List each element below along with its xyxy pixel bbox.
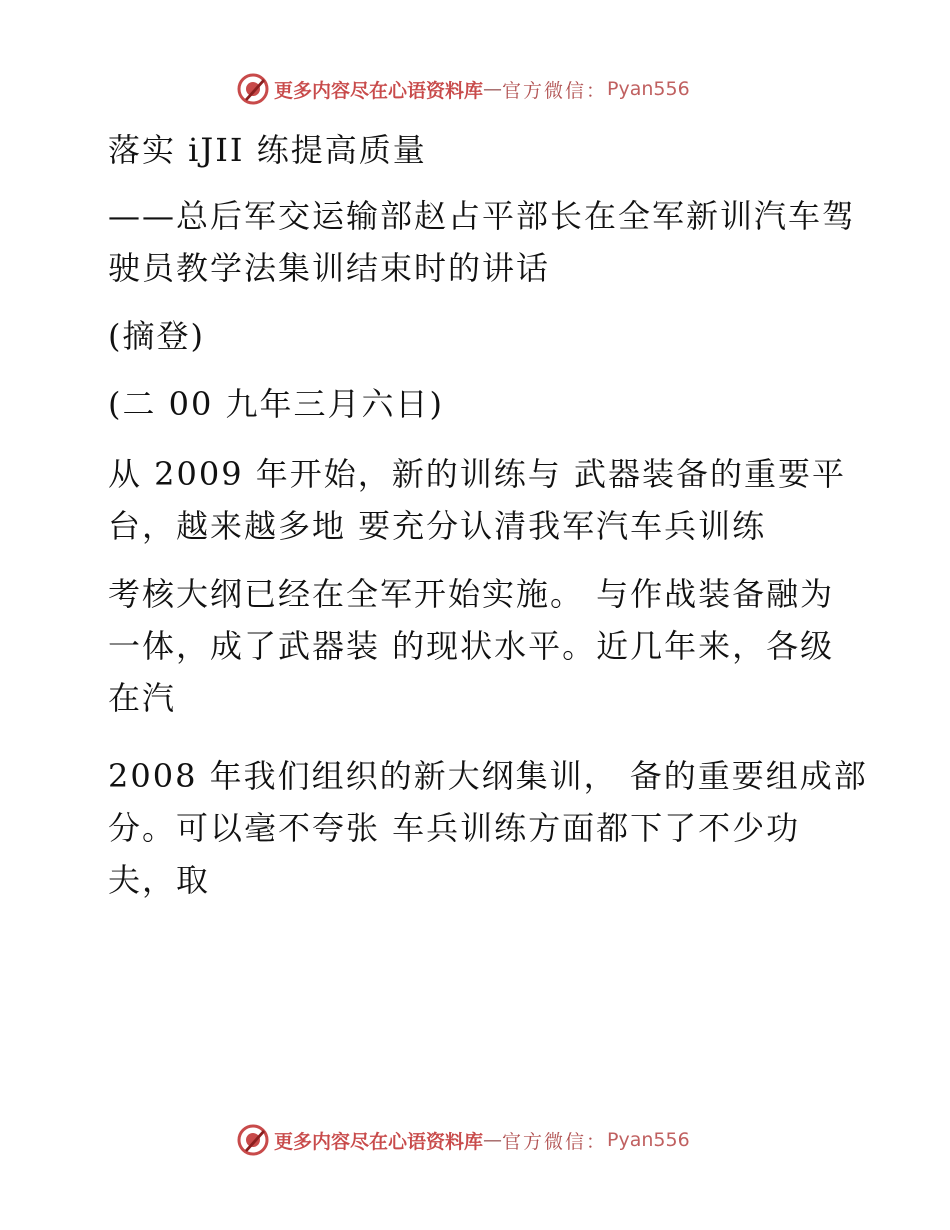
document-body xyxy=(98,120,868,906)
watermark-dash: — xyxy=(483,78,503,100)
document-subtitle: ——总后军交运输部赵占平部长在全军新训汽车驾驶员教学法集训结束时的讲话 xyxy=(108,197,857,287)
document-date: (二 00 九年三月六日) xyxy=(108,385,445,423)
watermark-main-text: 更多内容尽在心语资料库 xyxy=(274,79,484,102)
quill-seal-icon xyxy=(236,1123,270,1157)
watermark-wechat-id: Pyan556 xyxy=(607,78,690,100)
watermark-wechat-label: 官方微信： xyxy=(502,1130,608,1153)
document-note: (摘登) xyxy=(108,317,205,355)
watermark-main-text: 更多内容尽在心语资料库 xyxy=(274,1130,484,1153)
document-title: 落实 iJII 练提高质量 xyxy=(108,131,427,169)
watermark-dash: — xyxy=(483,1129,503,1151)
watermark-header xyxy=(236,72,690,106)
body-paragraph-2: 考核大纲已经在全军开始实施。 与作战装备融为一体，成了武器装 的现状水平。近几年来，各级在汽 xyxy=(108,575,835,717)
body-paragraph-3: 2008 年我们组织的新大纲集训， 备的重要组成部分。可以毫不夸张 车兵训练方面都下了不少功夫，取 xyxy=(108,757,868,899)
watermark-footer xyxy=(236,1123,690,1157)
watermark-wechat-id: Pyan556 xyxy=(607,1129,690,1151)
quill-seal-icon xyxy=(236,72,270,106)
watermark-wechat-label: 官方微信： xyxy=(502,79,608,102)
body-paragraph-1: 从 2009 年开始，新的训练与 武器装备的重要平台，越来越多地 要充分认清我军汽车兵训练 xyxy=(108,455,846,545)
